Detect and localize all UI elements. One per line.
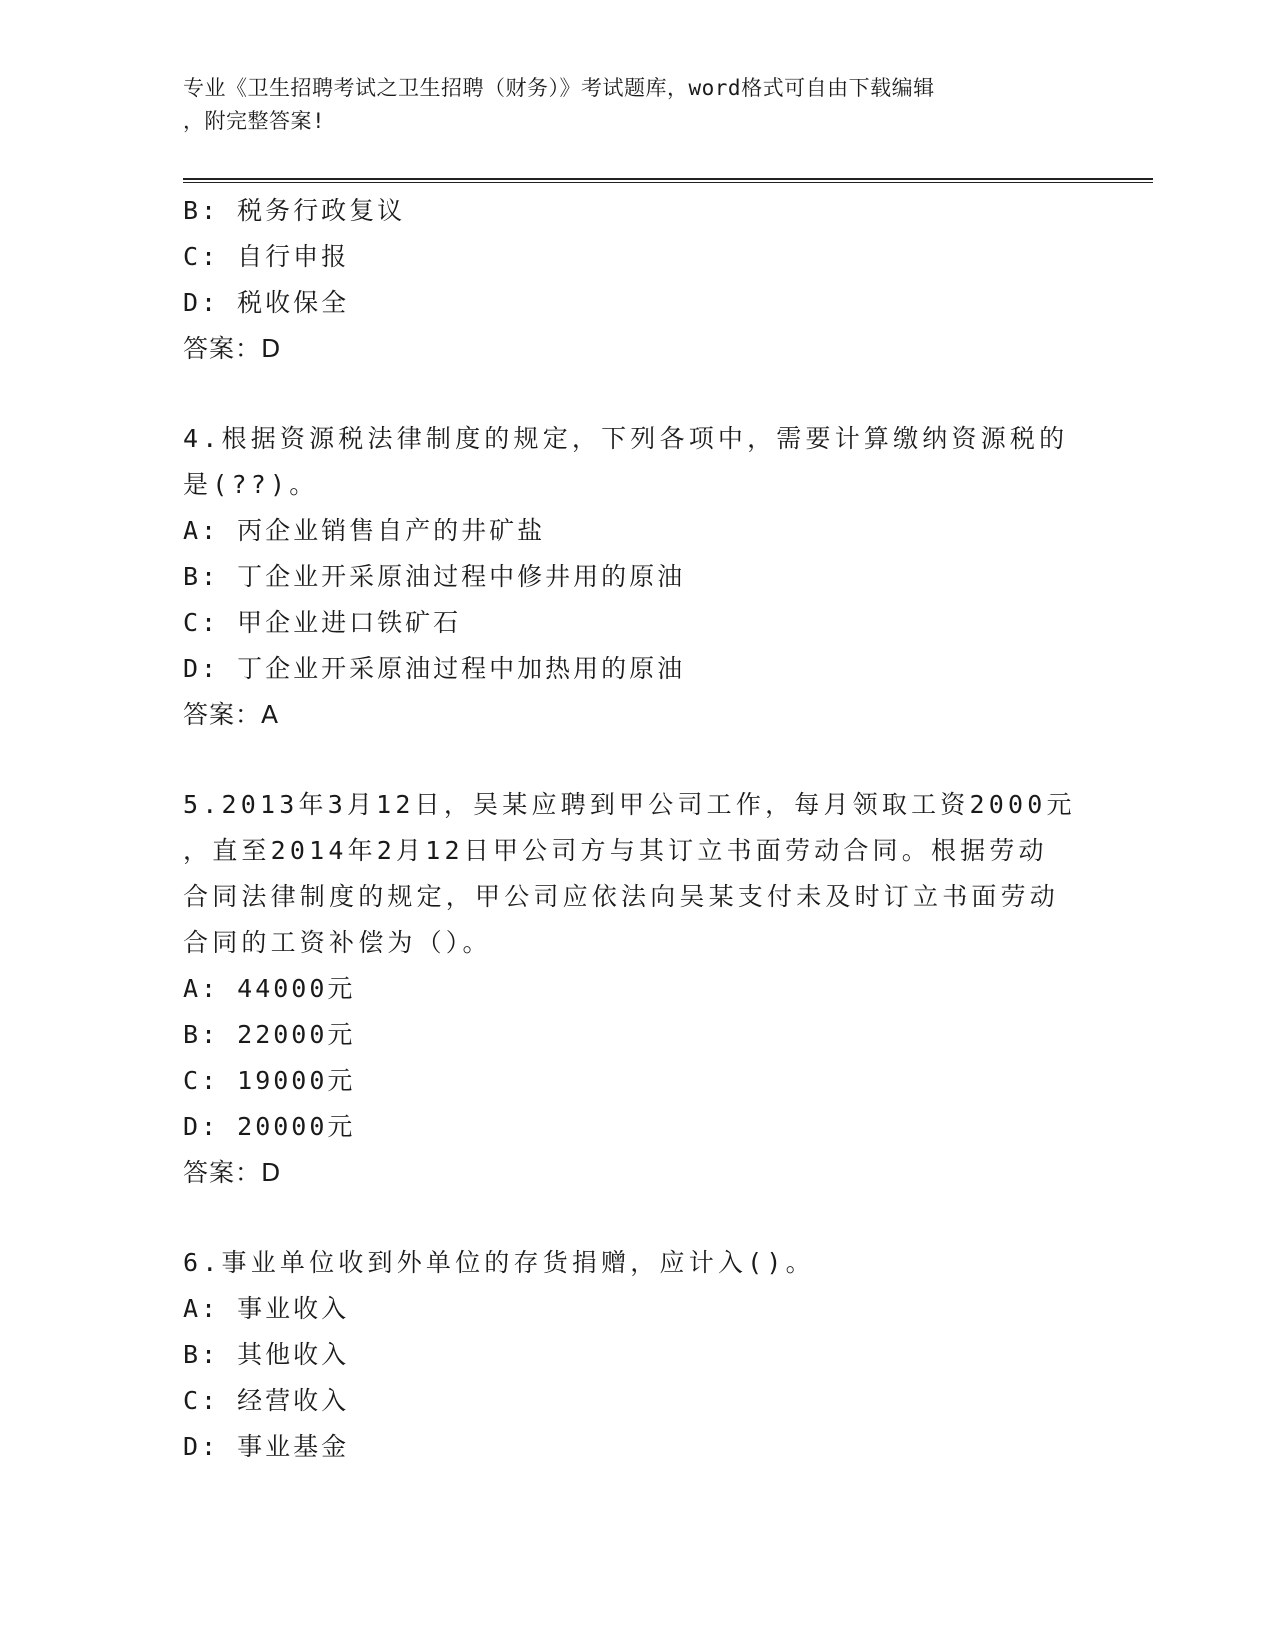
option-c: C: 自行申报 — [183, 242, 350, 271]
option-b: B: 其他收入 — [183, 1340, 350, 1369]
answer-label: 答案：D — [183, 1158, 282, 1187]
question-text-line: 5.2013年3月12日，吴某应聘到甲公司工作，每月领取工资2000元 — [183, 790, 1076, 819]
option-a: A: 丙企业销售自产的井矿盐 — [183, 516, 546, 545]
option-a: A: 事业收入 — [183, 1294, 350, 1323]
option-b: B: 税务行政复议 — [183, 196, 406, 225]
option-b: B: 丁企业开采原油过程中修井用的原油 — [183, 562, 686, 591]
question-text-line: 合同法律制度的规定，甲公司应依法向吴某支付未及时订立书面劳动 — [183, 882, 1060, 911]
option-c: C: 19000元 — [183, 1066, 356, 1095]
header-line-1: 专业《卫生招聘考试之卫生招聘（财务）》考试题库，word格式可自由下载编辑 — [183, 76, 935, 100]
answer-label: 答案：A — [183, 700, 280, 729]
question-3-tail — [183, 188, 1083, 372]
option-d: D: 事业基金 — [183, 1432, 350, 1461]
question-text-line: 6.事业单位收到外单位的存货捐赠，应计入()。 — [183, 1248, 815, 1277]
question-text-line: 是(??)。 — [183, 470, 319, 499]
question-text-line: 合同的工资补偿为（）。 — [183, 928, 492, 957]
option-d: D: 税收保全 — [183, 288, 350, 317]
question-content — [183, 188, 1083, 1470]
option-c: C: 经营收入 — [183, 1386, 350, 1415]
question-text-line: ，直至2014年2月12日甲公司方与其订立书面劳动合同。根据劳动 — [183, 836, 1048, 865]
document-header — [183, 72, 1083, 138]
answer-label: 答案：D — [183, 334, 282, 363]
question-text-line: 4.根据资源税法律制度的规定，下列各项中，需要计算缴纳资源税的 — [183, 424, 1069, 453]
question-6 — [183, 1240, 1083, 1470]
option-c: C: 甲企业进口铁矿石 — [183, 608, 462, 637]
question-4 — [183, 416, 1083, 738]
header-divider — [183, 178, 1153, 183]
header-line-2: ，附完整答案! — [183, 109, 326, 133]
option-d: D: 20000元 — [183, 1112, 356, 1141]
option-a: A: 44000元 — [183, 974, 356, 1003]
option-d: D: 丁企业开采原油过程中加热用的原油 — [183, 654, 686, 683]
question-5 — [183, 782, 1083, 1196]
option-b: B: 22000元 — [183, 1020, 356, 1049]
